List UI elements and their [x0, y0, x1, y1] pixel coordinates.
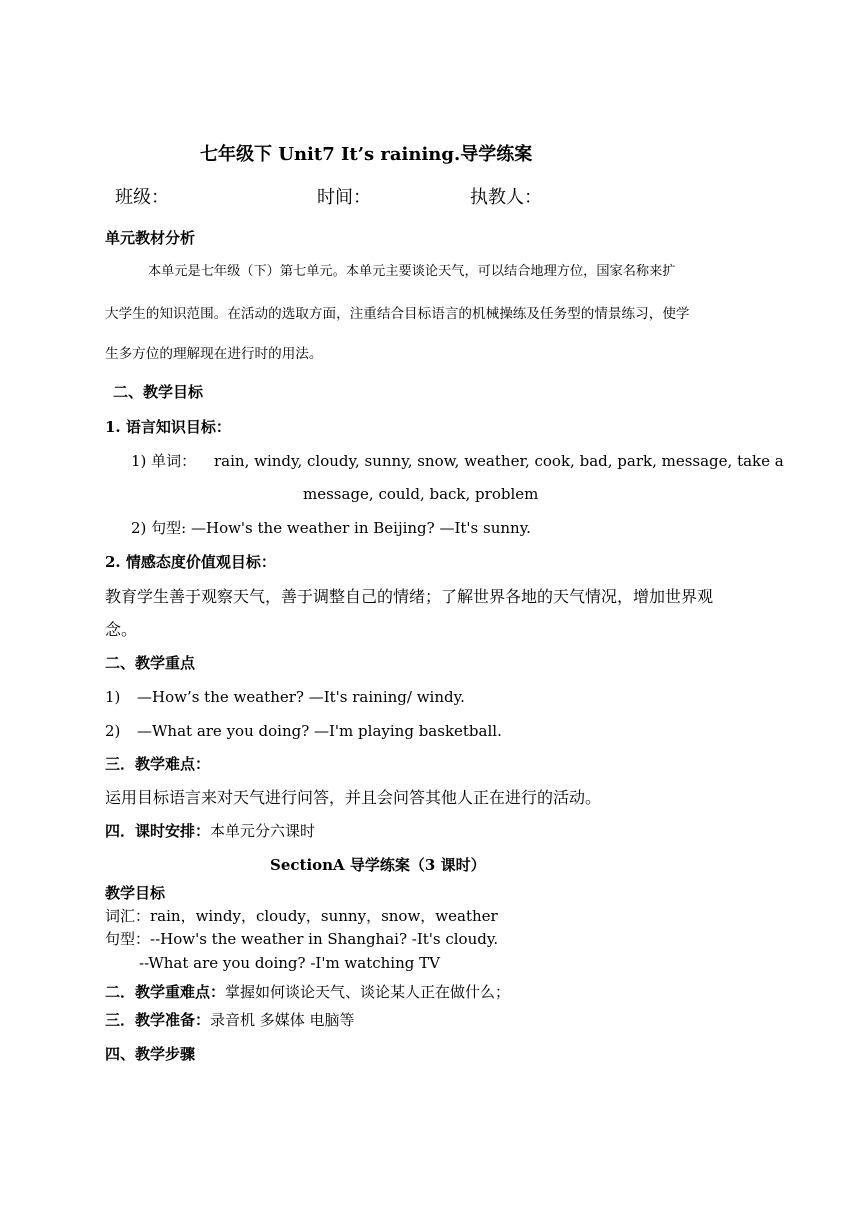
- sentence-pattern-line: --What are you doing? -I'm watching TV: [139, 954, 440, 972]
- key-point-item: —How’s the weather? —It's raining/ windy.: [137, 688, 465, 706]
- words-label: 1) 单词：: [131, 452, 197, 470]
- preparation-line: [105, 1011, 355, 1029]
- key-point-item: —What are you doing? —I'm playing basketball.: [137, 722, 502, 740]
- schedule-text: 本单元分六课时: [210, 822, 316, 840]
- time-label: 时间：: [317, 187, 371, 208]
- analysis-heading: 单元教材分析: [105, 229, 196, 247]
- schedule-line: [105, 822, 315, 840]
- preparation-text: 录音机 多媒体 电脑等: [210, 1011, 355, 1029]
- key-points-heading: 二、教学重点: [105, 654, 196, 672]
- steps-heading: 四、教学步骤: [105, 1045, 196, 1063]
- key-difficulty-heading: 二．教学重难点：: [105, 983, 226, 1001]
- emotion-goals-text: 念。: [105, 620, 138, 639]
- words-list: message, could, back, problem: [303, 485, 539, 503]
- key-difficulty-text: 掌握如何谈论天气、谈论某人正在做什么；: [225, 983, 511, 1001]
- difficulties-heading: 三．教学难点：: [105, 755, 211, 773]
- goals-heading: 二、教学目标: [113, 383, 204, 401]
- sentence-pattern: 2) 句型: —How's the weather in Beijing? —It's sunny.: [131, 519, 531, 537]
- class-label: 班级：: [115, 187, 169, 208]
- section-goals-heading: 教学目标: [105, 884, 166, 902]
- emotion-goals-heading: 2. 情感态度价值观目标：: [105, 553, 276, 571]
- language-goals-heading: 1. 语言知识目标：: [105, 418, 231, 436]
- teacher-label: 执教人：: [470, 187, 542, 208]
- words-list: rain, windy, cloudy, sunny, snow, weather, cook, bad, park, message, take a: [214, 452, 784, 470]
- document-title: 七年级下 Unit7 It’s raining.导学练案: [200, 144, 533, 165]
- section-title: SectionA 导学练案（3 课时）: [270, 856, 486, 874]
- key-difficulty-line: [105, 983, 510, 1001]
- preparation-heading: 三．教学准备：: [105, 1011, 211, 1029]
- analysis-paragraph-line: 本单元是七年级（下）第七单元。本单元主要谈论天气，可以结合地理方位，国家名称来扩: [148, 264, 676, 279]
- analysis-paragraph-line: 大学生的知识范围。在活动的选取方面，注重结合目标语言的机械操练及任务型的情景练习，使学: [105, 306, 690, 322]
- difficulties-text: 运用目标语言来对天气进行问答，并且会问答其他人正在进行的活动。: [105, 788, 602, 807]
- schedule-heading: 四．课时安排：: [105, 822, 211, 840]
- list-item-number: 2): [105, 722, 121, 740]
- sentence-pattern-line: 句型：--How's the weather in Shanghai? -It's cloudy.: [105, 930, 499, 948]
- list-item-number: 1): [105, 688, 121, 706]
- emotion-goals-text: 教育学生善于观察天气，善于调整自己的情绪；了解世界各地的天气情况，增加世界观: [105, 587, 714, 606]
- vocabulary-line: 词汇：rain，windy，cloudy，sunny，snow，weather: [105, 907, 498, 925]
- analysis-paragraph-line: 生多方位的理解现在进行时的用法。: [105, 346, 323, 362]
